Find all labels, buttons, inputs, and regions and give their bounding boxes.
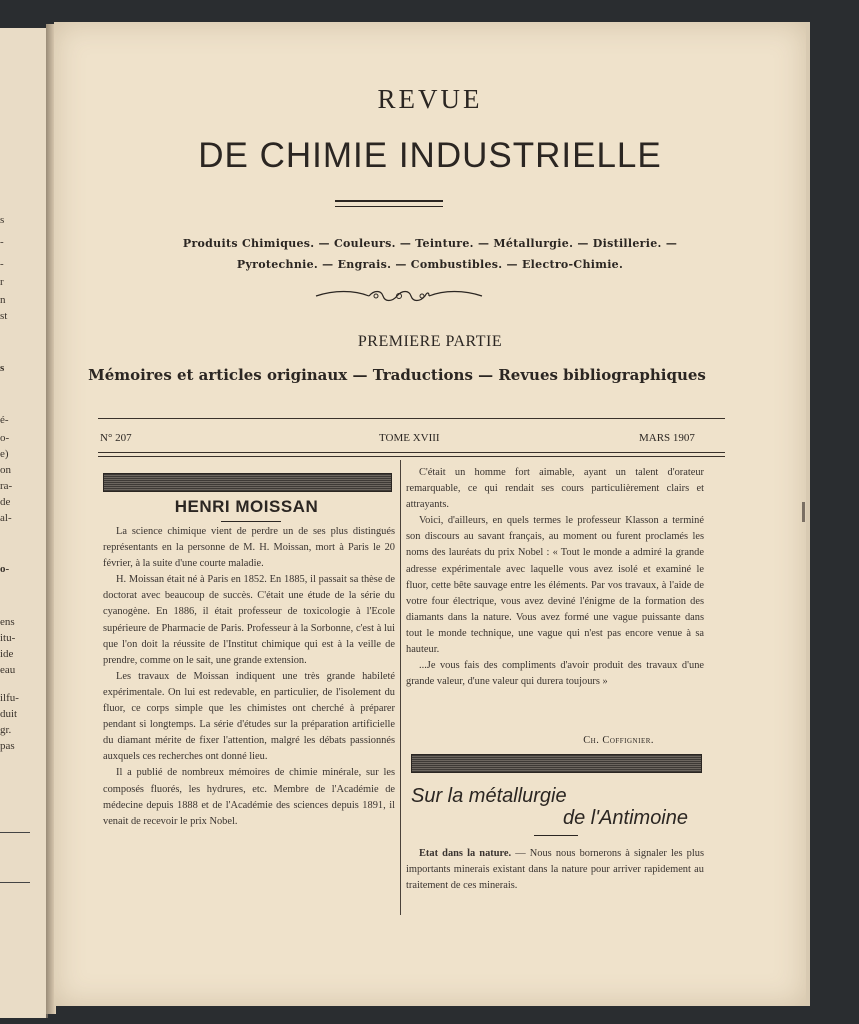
left-page-fragment: itu- <box>0 632 16 644</box>
paragraph: Il a publié de nombreux mémoires de chimie minérale, sur les composés fluorés, les hydrures, etc. Membre de l'Académie de médecine depuis 1888 et de l'Académie des sciences depuis 1891, il venait de recevoir le prix Nobel. <box>103 767 395 827</box>
left-page-fragment: - <box>0 258 4 270</box>
title-line: Sur la métallurgie <box>411 785 567 807</box>
left-page-rule <box>0 882 30 883</box>
section-partie: PREMIERE PARTIE <box>357 333 503 350</box>
left-page-fragment: st <box>0 310 8 322</box>
subjects-line: Pyrotechnie. — Engrais. — Combustibles. — Electro-Chimie. <box>236 258 624 271</box>
journal-title: DE CHIMIE INDUSTRIELLE <box>198 136 662 175</box>
paragraph: Voici, d'ailleurs, en quels termes le professeur Klasson a terminé son discours au savant français, au moment ou furent proclamés les noms des lauréats du prix Nobel : « Tout le monde a admiré la grande adresse expérimentale avec laquelle vous avez isolé et examiné le fluor, cette bête sauvage entre les éléments. Par vos travaux, à l'aide de votre four électrique, vous avez deviné l'énigme de la formation des diamants dans la nature. Vous avez formé une vague puissante dans tout le monde technique, une vague qui n'est pas encore venue à sa hauteur. <box>406 515 704 656</box>
header-rule <box>98 452 725 453</box>
issue-number: N° 207 <box>100 432 132 444</box>
left-page-fragment: on <box>0 464 11 476</box>
left-page-fragment: gr. <box>0 724 12 736</box>
title-underline <box>534 835 578 836</box>
article-continuation <box>406 465 704 690</box>
left-page-fragment: ra- <box>0 480 13 492</box>
journal-page <box>54 22 806 1006</box>
left-page-fragment: ens <box>0 616 15 628</box>
header-rule <box>98 456 725 457</box>
left-page-fragment: r <box>0 276 4 288</box>
left-page-fragment: o- <box>0 432 10 444</box>
issue-date: MARS 1907 <box>639 432 695 444</box>
article-body <box>103 524 395 830</box>
left-page-fragment: pas <box>0 740 15 752</box>
left-page-fragment: s <box>0 362 5 374</box>
left-page-fragment: de <box>0 496 11 508</box>
title-double-rule <box>335 200 443 207</box>
ornament-flourish-icon <box>314 286 484 306</box>
left-page-fragment: s <box>0 214 5 226</box>
left-page-fragment: e) <box>0 448 9 460</box>
article-title: HENRI MOISSAN <box>174 497 319 516</box>
left-page-fragment: - <box>0 236 4 248</box>
previous-page-edge <box>0 28 48 1018</box>
column-separator <box>400 460 401 915</box>
title-line: de l'Antimoine <box>563 807 688 829</box>
paragraph: C'était un homme fort aimable, ayant un talent d'orateur remarquable, ce qui rendait ses cours particulièrement clairs et attrayants. <box>406 467 704 511</box>
journal-revue-heading: REVUE <box>377 84 483 114</box>
article-header-bar <box>411 754 702 773</box>
section-contents: Mémoires et articles originaux — Traductions — Revues bibliographiques <box>88 366 706 384</box>
left-page-fragment: eau <box>0 664 16 676</box>
paragraph: La science chimique vient de perdre un de ses plus distingués représentants en la personne de M. H. Moissan, mort à Paris le 20 février, à la suite d'une courte maladie. <box>103 526 395 570</box>
page-edge <box>806 22 810 1006</box>
paragraph: Les travaux de Moissan indiquent une très grande habileté expérimentale. On lui est redevable, en particulier, de l'isolement du fluor, ce corps simple que les chimistes ont cherché à préparer pendant si longtemps. La série d'études sur la préparation artificielle du diamant mérite de fixer l'attention, malgré les débats passionnés auxquels ces recherches ont donné lieu. <box>103 670 395 763</box>
subjects-list <box>94 233 766 275</box>
paragraph <box>406 846 704 894</box>
paragraph-lead: Etat dans la nature. <box>419 848 512 859</box>
issue-tome: TOME XVIII <box>379 432 440 444</box>
article-header-bar <box>103 473 392 492</box>
left-page-rule <box>0 832 30 833</box>
left-page-fragment: al- <box>0 512 12 524</box>
left-page-fragment: ide <box>0 648 14 660</box>
paragraph: H. Moissan était né à Paris en 1852. En 1885, il passait sa thèse de doctorat avec beaucoup de succès. C'était une étude de la série du cyanogène. En 1886, il était professeur de toxicologie à l'Ecole supérieure de Pharmacie de Paris. Professeur à la Sorbonne, c'est à lui que l'on doit la réussite de l'Institut chimique qui est à la veille de prendre, comme on le sait, une grande extension. <box>103 574 395 666</box>
left-page-fragment: o- <box>0 563 10 575</box>
paragraph-text: — Nous nous bornerons à signaler les plus importants minerais existant dans la nature pour arriver rapidement au traitement de ces minerais. <box>406 848 704 892</box>
paragraph: ...Je vous fais des compliments d'avoir produit des travaux d'une grande valeur, d'une valeur qui durera toujours » <box>406 660 704 688</box>
left-page-fragment: ilfu- <box>0 692 19 704</box>
left-page-fragment: duit <box>0 708 18 720</box>
left-page-fragment: n <box>0 294 6 306</box>
title-underline <box>221 521 281 522</box>
left-page-fragment: é- <box>0 414 9 426</box>
article-body <box>406 846 704 894</box>
subjects-line: Produits Chimiques. — Couleurs. — Teinture. — Métallurgie. — Distillerie. — <box>182 237 678 250</box>
header-rule <box>98 418 725 419</box>
author-signature: Ch. Coffignier. <box>583 735 654 746</box>
binding-mark <box>802 502 805 522</box>
article-title-antimoine <box>411 785 706 829</box>
